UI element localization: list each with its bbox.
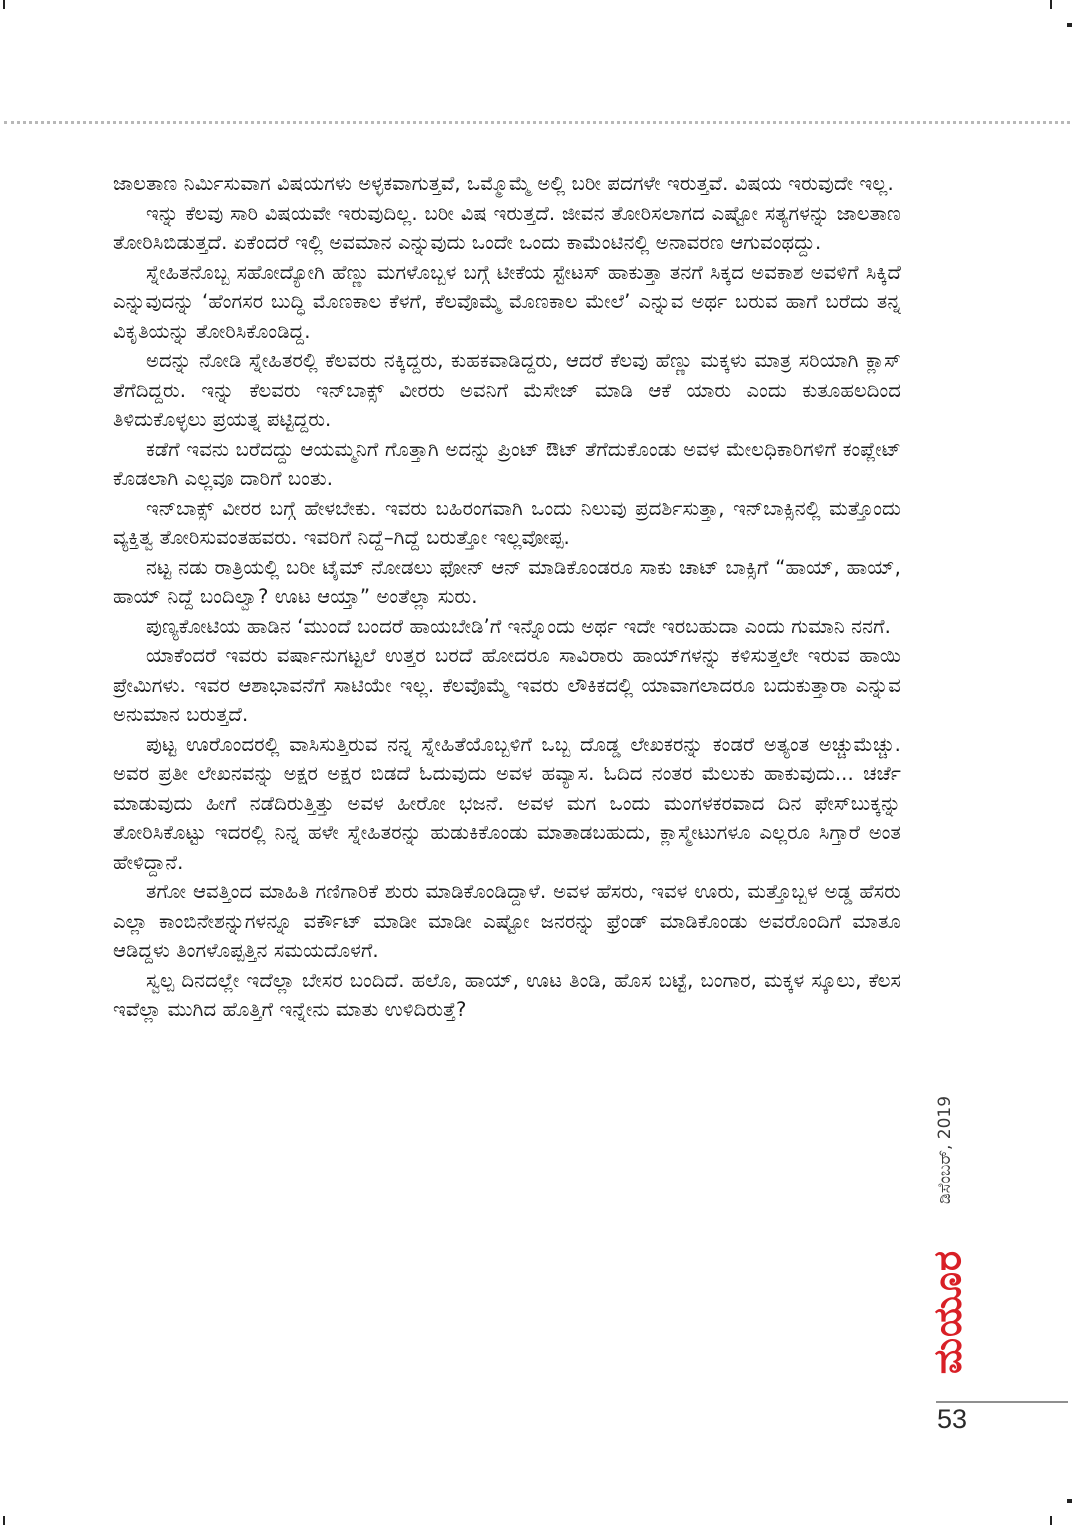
paragraph: ಸ್ನೇಹಿತನೊಬ್ಬ ಸಹೋದ್ಯೋಗಿ ಹೆಣ್ಣು ಮಗಳೊಬ್ಬಳ ಬಗ್ಗೆ ಟೀಕೆಯ ಸ್ಟೇಟಸ್ ಹಾಕುತ್ತಾ ತನಗೆ ಸಿಕ್ಕದ ಅವಕಾಶ ಅವಳಿಗೆ ಸಿಕ್ಕಿದೆ ಎನ್ನುವುದನ್ನು ‘ಹೆಂಗಸರ ಬುದ್ಧಿ ಮೊಣಕಾಲ ಕೆಳಗೆ, ಕೆಲವೊಮ್ಮೆ ಮೊಣಕಾಲ ಮೇಲೆ’ ಎನ್ನುವ ಅರ್ಥ ಬರುವ ಹಾಗೆ ಬರೆದು ತನ್ನ ವಿಕೃತಿಯನ್ನು ತೋರಿಸಿಕೊಂಡಿದ್ದ.	[113, 260, 901, 343]
paragraph: ಕಡೆಗೆ ಇವನು ಬರೆದದ್ದು ಆಯಮ್ಮನಿಗೆ ಗೊತ್ತಾಗಿ ಅದನ್ನು ಪ್ರಿಂಟ್ ಔಟ್ ತೆಗೆದುಕೊಂಡು ಅವಳ ಮೇಲಧಿಕಾರಿಗಳಿಗೆ ಕಂಪ್ಲೇಟ್ ಕೊಡಲಾಗಿ ಎಲ್ಲವೂ ದಾರಿಗೆ ಬಂತು.	[113, 437, 901, 490]
paragraph: ಜಾಲತಾಣ ನಿರ್ಮಿಸುವಾಗ ವಿಷಯಗಳು ಅಳ್ಳಕವಾಗುತ್ತವೆ, ಒಮ್ಮೊಮ್ಮೆ ಅಲ್ಲಿ ಬರೀ ಪದಗಳೇ ಇರುತ್ತವೆ. ವಿಷಯ ಇರುವುದೇ ಇಲ್ಲ.	[113, 172, 894, 195]
header-dotted-divider	[4, 121, 1070, 124]
crop-mark-right-upper	[1067, 23, 1072, 27]
paragraph: ಪುಣ್ಯಕೋಟಿಯ ಹಾಡಿನ ‘ಮುಂದೆ ಬಂದರೆ ಹಾಯಬೇಡಿ’ಗೆ ಇನ್ನೊಂದು ಅರ್ಥ ಇದೇ ಇರಬಹುದಾ ಎಂದು ಗುಮಾನಿ ನನಗೆ.	[146, 614, 891, 638]
magazine-logo	[924, 1238, 972, 1386]
page-number-divider	[936, 1401, 1068, 1403]
article-body	[113, 169, 901, 1025]
crop-mark-bottom-left	[3, 1516, 5, 1525]
crop-mark-bottom-right	[1050, 1516, 1052, 1525]
paragraph: ಸ್ವಲ್ಪ ದಿನದಲ್ಲೇ ಇದೆಲ್ಲಾ ಬೇಸರ ಬಂದಿದೆ. ಹಲೊ, ಹಾಯ್, ಊಟ ತಿಂಡಿ, ಹೊಸ ಬಟ್ಟೆ, ಬಂಗಾರ, ಮಕ್ಕಳ ಸ್ಕೂಲು, ಕೆಲಸ ಇವೆಲ್ಲಾ ಮುಗಿದ ಹೊತ್ತಿಗೆ ಇನ್ನೇನು ಮಾತು ಉಳಿದಿರುತ್ತೆ?	[113, 968, 901, 1021]
paragraph: ಪುಟ್ಟ ಊರೊಂದರಲ್ಲಿ ವಾಸಿಸುತ್ತಿರುವ ನನ್ನ ಸ್ನೇಹಿತೆಯೊಬ್ಬಳಿಗೆ ಒಬ್ಬ ದೊಡ್ಡ ಲೇಖಕರನ್ನು ಕಂಡರೆ ಅತ್ಯಂತ ಅಚ್ಚುಮೆಚ್ಚು. ಅವರ ಪ್ರತೀ ಲೇಖನವನ್ನು ಅಕ್ಷರ ಅಕ್ಷರ ಬಿಡದೆ ಓದುವುದು ಅವಳ ಹವ್ಯಾಸ. ಓದಿದ ನಂತರ ಮೆಲುಕು ಹಾಕುವುದು... ಚರ್ಚೆ ಮಾಡುವುದು ಹೀಗೆ ನಡೆದಿರುತ್ತಿತ್ತು ಅವಳ ಹೀರೋ ಭಜನೆ. ಅವಳ ಮಗ ಒಂದು ಮಂಗಳಕರವಾದ ದಿನ ಫೇಸ್‌ಬುಕ್ಕನ್ನು ತೋರಿಸಿಕೊಟ್ಟು ಇದರಲ್ಲಿ ನಿನ್ನ ಹಳೇ ಸ್ನೇಹಿತರನ್ನು ಹುಡುಕಿಕೊಂಡು ಮಾತಾಡಬಹುದು, ಕ್ಲಾಸ್ಮೇಟುಗಳೂ ಎಲ್ಲರೂ ಸಿಗ್ತಾರೆ ಅಂತ ಹೇಳಿದ್ದಾನೆ.	[113, 732, 901, 874]
page-number: 53	[937, 1404, 968, 1434]
paragraph: ನಟ್ಟ ನಡು ರಾತ್ರಿಯಲ್ಲಿ ಬರೀ ಟೈಮ್ ನೋಡಲು ಫೋನ್ ಆನ್ ಮಾಡಿಕೊಂಡರೂ ಸಾಕು ಚಾಟ್ ಬಾಕ್ಸಿಗೆ “ಹಾಯ್, ಹಾಯ್, ಹಾಯ್ ನಿದ್ದೆ ಬಂದಿಲ್ವಾ? ಊಟ ಆಯ್ತಾ” ಅಂತೆಲ್ಲಾ ಸುರು.	[113, 555, 901, 608]
magazine-logo-text: ಮಯೂರ	[925, 1249, 970, 1375]
paragraph: ಇನ್ನು ಕೆಲವು ಸಾರಿ ವಿಷಯವೇ ಇರುವುದಿಲ್ಲ. ಬರೀ ವಿಷ ಇರುತ್ತದೆ. ಜೀವನ ತೋರಿಸಲಾಗದ ಎಷ್ಟೋ ಸತ್ಯಗಳನ್ನು ಜಾಲತಾಣ ತೋರಿಸಿಬಿಡುತ್ತದೆ. ಏಕೆಂದರೆ ಇಲ್ಲಿ ಅವಮಾನ ಎನ್ನುವುದು ಒಂದೇ ಒಂದು ಕಾಮೆಂಟಿನಲ್ಲಿ ಅನಾವರಣ ಆಗುವಂಥದ್ದು.	[113, 201, 901, 254]
crop-mark-top-right	[1050, 0, 1052, 9]
paragraph: ಯಾಕೆಂದರೆ ಇವರು ವರ್ಷಾನುಗಟ್ಟಲೆ ಉತ್ತರ ಬರದೆ ಹೋದರೂ ಸಾವಿರಾರು ಹಾಯ್‌ಗಳನ್ನು ಕಳಿಸುತ್ತಲೇ ಇರುವ ಹಾಯಿ ಪ್ರೇಮಿಗಳು. ಇವರ ಆಶಾಭಾವನೆಗೆ ಸಾಟಿಯೇ ಇಲ್ಲ. ಕೆಲವೊಮ್ಮೆ ಇವರು ಲೌಕಿಕದಲ್ಲಿ ಯಾವಾಗಲಾದರೂ ಬದುಕುತ್ತಾರಾ ಎನ್ನುವ ಅನುಮಾನ ಬರುತ್ತದೆ.	[113, 644, 901, 726]
paragraph: ತಗೋ ಆವತ್ತಿಂದ ಮಾಹಿತಿ ಗಣಿಗಾರಿಕೆ ಶುರು ಮಾಡಿಕೊಂಡಿದ್ದಾಳೆ. ಅವಳ ಹೆಸರು, ಇವಳ ಊರು, ಮತ್ತೊಬ್ಬಳ ಅಡ್ಡ ಹೆಸರು ಎಲ್ಲಾ ಕಾಂಬಿನೇಶನ್ನುಗಳನ್ನೂ ವರ್ಕೌಟ್ ಮಾಡೀ ಮಾಡೀ ಎಷ್ಟೋ ಜನರನ್ನು ಫ್ರೆಂಡ್ ಮಾಡಿಕೊಂಡು ಅವರೊಂದಿಗೆ ಮಾತೂ ಆಡಿದ್ದಳು ತಿಂಗಳೊಪ್ಪತ್ತಿನ ಸಮಯದೊಳಗೆ.	[113, 880, 901, 962]
crop-mark-right-lower	[1067, 1499, 1072, 1503]
crop-mark-top-left	[3, 0, 5, 9]
paragraph: ಅದನ್ನು ನೋಡಿ ಸ್ನೇಹಿತರಲ್ಲಿ ಕೆಲವರು ನಕ್ಕಿದ್ದರು, ಕುಹಕವಾಡಿದ್ದರು, ಆದರೆ ಕೆಲವು ಹೆಣ್ಣು ಮಕ್ಕಳು ಮಾತ್ರ ಸರಿಯಾಗಿ ಕ್ಲಾಸ್ ತೆಗೆದಿದ್ದರು. ಇನ್ನು ಕೆಲವರು ಇನ್‌ಬಾಕ್ಸ್ ವೀರರು ಅವನಿಗೆ ಮೆಸೇಜ್ ಮಾಡಿ ಆಕೆ ಯಾರು ಎಂದು ಕುತೂಹಲದಿಂದ ತಿಳಿದುಕೊಳ್ಳಲು ಪ್ರಯತ್ನ ಪಟ್ಟಿದ್ದರು.	[113, 349, 901, 431]
issue-date	[930, 1085, 960, 1215]
paragraph: ಇನ್‌ಬಾಕ್ಸ್ ವೀರರ ಬಗ್ಗೆ ಹೇಳಬೇಕು. ಇವರು ಬಹಿರಂಗವಾಗಿ ಒಂದು ನಿಲುವು ಪ್ರದರ್ಶಿಸುತ್ತಾ, ಇನ್‌ಬಾಕ್ಸಿನಲ್ಲಿ ಮತ್ತೊಂದು ವ್ಯಕ್ತಿತ್ವ ತೋರಿಸುವಂತಹವರು. ಇವರಿಗೆ ನಿದ್ದೆ–ಗಿದ್ದೆ ಬರುತ್ತೋ ಇಲ್ಲವೋಪ್ಪ.	[113, 496, 901, 549]
issue-date-text: ಡಿಸೆಂಬರ್, 2019	[935, 1095, 955, 1205]
